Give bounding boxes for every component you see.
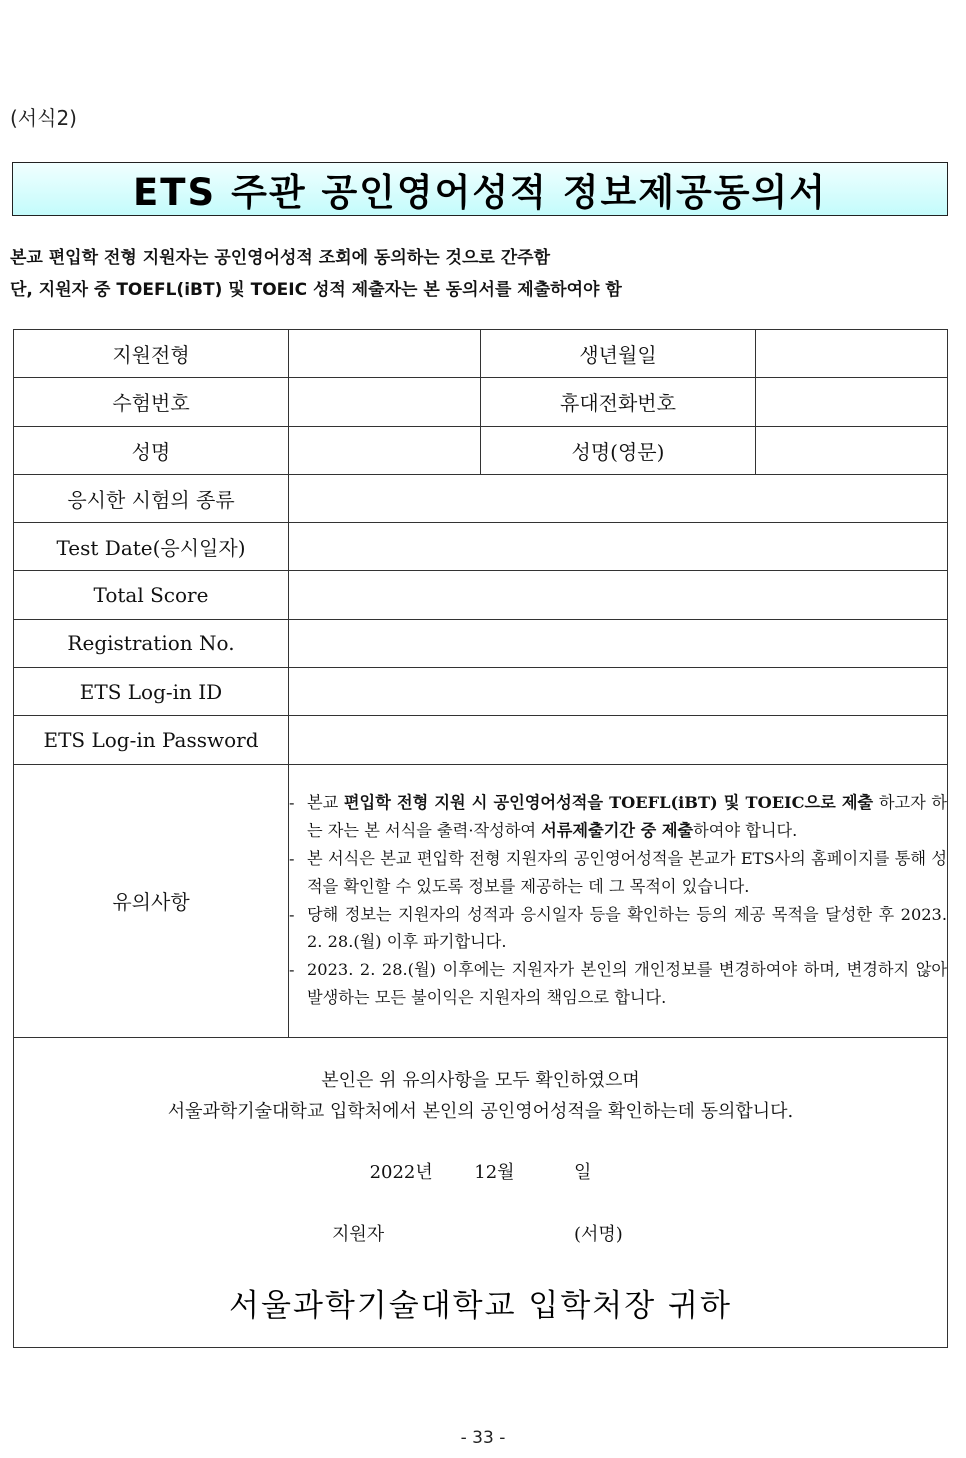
notes-list xyxy=(289,764,948,1037)
total-score-field[interactable] xyxy=(289,571,948,619)
note-item-3 xyxy=(289,901,947,957)
signature-field[interactable]: (서명) xyxy=(574,1223,623,1245)
ets-login-password-label: ETS Log-in Password xyxy=(14,716,289,764)
consent-form-table xyxy=(13,329,948,1348)
birth-date-label: 생년월일 xyxy=(481,330,756,378)
registration-no-label: Registration No. xyxy=(14,619,289,667)
ets-login-id-label: ETS Log-in ID xyxy=(14,668,289,716)
mobile-number-field[interactable] xyxy=(756,378,948,426)
name-field[interactable] xyxy=(289,426,481,474)
note-1-text-a: 본교 xyxy=(307,793,344,813)
birth-date-field[interactable] xyxy=(756,330,948,378)
note-3-text: 당해 정보는 지원자의 성적과 응시일자 등을 확인하는 등의 제공 목적을 달성한 후 2023. 2. 28.(월) 이후 파기합니다. xyxy=(307,904,947,952)
notice-line-2: 단, 지원자 중 TOEFL(iBT) 및 TOEIC 성적 제출자는 본 동의서를 제출하여야 함 xyxy=(10,280,622,300)
note-item-2 xyxy=(289,845,947,901)
note-item-1 xyxy=(289,789,947,845)
bullet-dash: - xyxy=(289,793,295,813)
name-english-field[interactable] xyxy=(756,426,948,474)
name-english-label: 성명(영문) xyxy=(481,426,756,474)
test-date-label: Test Date(응시일자) xyxy=(14,523,289,571)
note-item-4 xyxy=(289,956,947,1012)
test-date-field[interactable] xyxy=(289,523,948,571)
bullet-dash: - xyxy=(289,904,295,924)
notice-line-1: 본교 편입학 전형 지원자는 공인영어성적 조회에 동의하는 것으로 간주함 xyxy=(10,248,551,268)
registration-no-field[interactable] xyxy=(289,619,948,667)
mobile-number-label: 휴대전화번호 xyxy=(481,378,756,426)
test-type-label: 응시한 시험의 종류 xyxy=(14,474,289,522)
date-line xyxy=(14,1158,947,1184)
notes-label: 유의사항 xyxy=(14,764,289,1037)
form-number-label: (서식2) xyxy=(10,106,77,130)
note-1-text-bold-b: 서류제출기간 중 제출 xyxy=(541,821,694,841)
date-day[interactable]: 일 xyxy=(574,1161,592,1183)
note-1-text-bold-a: 편입학 전형 지원 시 공인영어성적을 TOEFL(iBT) 및 TOEIC으로 제출 xyxy=(343,793,874,813)
total-score-label: Total Score xyxy=(14,571,289,619)
bullet-dash: - xyxy=(289,960,295,980)
title-banner xyxy=(12,162,948,216)
addressee: 서울과학기술대학교 입학처장 귀하 xyxy=(229,1287,732,1324)
note-1-text-e: 하여야 합니다. xyxy=(693,821,798,841)
consent-statement-line-1: 본인은 위 유의사항을 모두 확인하였으며 xyxy=(321,1069,640,1091)
document-title: ETS 주관 공인영어성적 정보제공동의서 xyxy=(133,171,827,214)
ets-login-id-field[interactable] xyxy=(289,668,948,716)
note-2-text: 본 서식은 본교 편입학 전형 지원자의 공인영어성적을 본교가 ETS사의 홈페이지를 통해 성적을 확인할 수 있도록 정보를 제공하는 데 그 목적이 있습니다. xyxy=(307,849,947,896)
admission-type-label: 지원전형 xyxy=(14,330,289,378)
test-type-field[interactable] xyxy=(289,474,948,522)
exam-number-label: 수험번호 xyxy=(14,378,289,426)
consent-statement-line-2: 서울과학기술대학교 입학처에서 본인의 공인영어성적을 확인하는데 동의합니다. xyxy=(167,1100,794,1122)
consent-section xyxy=(14,1037,948,1347)
applicant-label: 지원자 xyxy=(332,1223,385,1245)
note-4-text: 2023. 2. 28.(월) 이후에는 지원자가 본인의 개인정보를 변경하여야 하며, 변경하지 않아 발생하는 모든 불이익은 지원자의 책임으로 합니다. xyxy=(307,960,947,1008)
admission-type-field[interactable] xyxy=(289,330,481,378)
bullet-dash: - xyxy=(289,849,295,869)
note-1-text-c: 하고자 하는 자는 본 서식을 출력·작성하여 xyxy=(307,793,947,841)
ets-login-password-field[interactable] xyxy=(289,716,948,764)
exam-number-field[interactable] xyxy=(289,378,481,426)
date-year: 2022년 xyxy=(369,1161,433,1183)
name-label: 성명 xyxy=(14,426,289,474)
page-number: - 33 - xyxy=(460,1428,506,1448)
date-month: 12월 xyxy=(474,1161,515,1183)
